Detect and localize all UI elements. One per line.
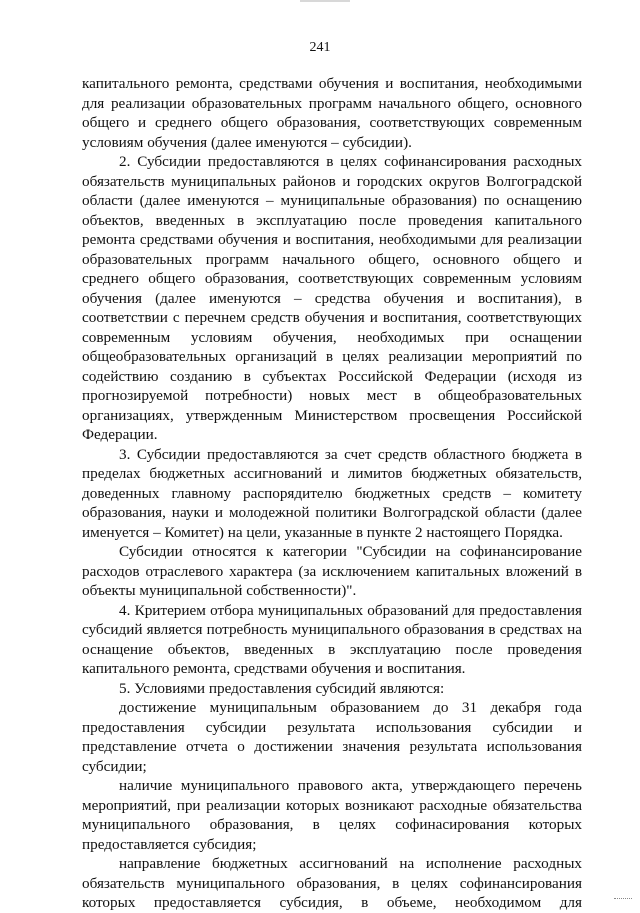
- paragraph-subsidy-category: Субсидии относятся к категории "Субсидии на софинансирование расходов отраслевого характера (за исключением капитальных вложений в объекты муниципальной собственности)".: [82, 543, 582, 599]
- paragraph-item-4: 4. Критерием отбора муниципальных образований для предоставления субсидий является потребность муниципального образования в средствах на оснащение объектов, введенных в эксплуатацию после проведения капитального ремонта, средствами обучения и воспитания.: [82, 601, 582, 677]
- document-body: [82, 74, 582, 913]
- paragraph-item-3: 3. Субсидии предоставляются за счет средств областного бюджета в пределах бюджетных ассигнований и лимитов бюджетных обязательств, доведенных главному распорядителю бюджетных средств – комитету образования, науки и молодежной политики Волгоградской области (далее именуется – Комитет) на цели, указанные в пункте 2 настоящего Порядка.: [82, 445, 582, 541]
- page-number: 241: [309, 40, 331, 55]
- condition-legal-act: наличие муниципального правового акта, утверждающего перечень мероприятий, при реализации которых возникают расходные обязательства муниципального образования, в целях софинасирования которых предоставляется субсидия;: [82, 777, 582, 853]
- paragraph-item-2: 2. Субсидии предоставляются в целях софинансирования расходных обязательств муниципальных районов и городских округов Волгоградской области (далее именуются – муниципальные образования) по оснащению объектов, введенных в эксплуатацию после проведения капитального ремонта средствами обучения и воспитания, необходимыми для реализации образовательных программ начального общего, основного общего и среднего общего образования, соответствующих современным условиям обучения (далее именуются – средства обучения и воспитания), в соответствии с перечнем средств обучения и воспитания, соответствующих современным условиям обучения, необходимых при оснащении общеобразовательных организаций в целях реализации мероприятий по содействию созданию в субъектах Российской Федерации (исходя из прогнозируемой потребности) новых мест в общеобразовательных организациях, утвержденным Министерством просвещения Российской Федерации.: [82, 153, 582, 443]
- paragraph-continuation: капитального ремонта, средствами обучения и воспитания, необходимыми для реализации образовательных программ начального общего, основного общего и среднего общего образования, соответствующих современным условиям обучения (далее именуются – субсидии).: [82, 75, 582, 151]
- condition-result-achievement: достижение муниципальным образованием до 31 декабря года предоставления субсидии результата использования субсидии и представление отчета о достижении значения результата использования субсидии;: [82, 699, 582, 775]
- condition-budget-allocation: направление бюджетных ассигнований на исполнение расходных обязательств муниципального образования, в целях софинансирования которых предоставляется субсидия, в объеме, необходимом для: [82, 855, 582, 911]
- scan-top-edge-line: [300, 0, 350, 2]
- scan-corner-mark: [614, 894, 632, 899]
- paragraph-item-5: 5. Условиями предоставления субсидий являются:: [119, 679, 445, 697]
